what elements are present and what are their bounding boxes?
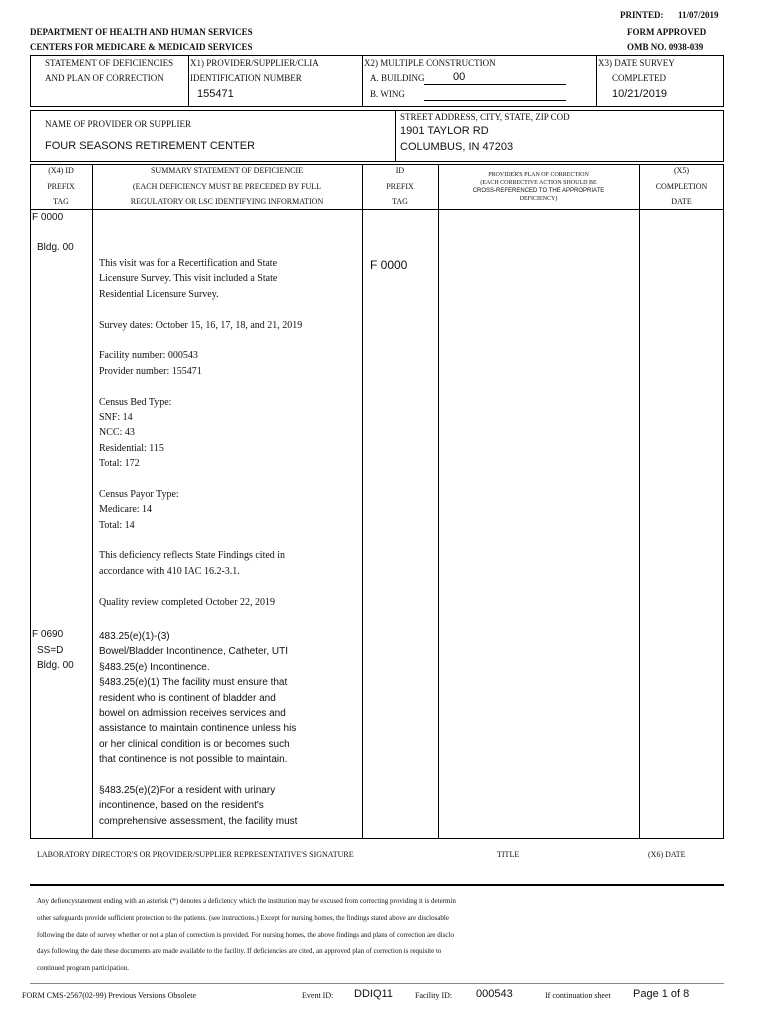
summary-line: Survey dates: October 15, 16, 17, 18, and 21, 2019 [99,319,303,331]
facility-id-value: 000543 [476,988,513,1000]
summary-line [99,471,359,486]
bldg-00-second: Bldg. 00 [37,660,74,671]
col-plan-2: (EACH CORRECTIVE ACTION SHOULD BE [480,180,597,186]
building-label: A. BUILDING [370,73,425,83]
col-id-3: TAG [392,197,408,206]
omb-number: OMB NO. 0938-039 [627,42,704,52]
col-x5-2: COMPLETION [655,182,708,191]
tag-f0690: F 0690 [32,629,64,640]
disclaimer-line: days following the date these documents are made available to the facility. If deficiencies are cited, an approved plan of correction is requisite to [37,947,442,956]
centers-title: CENTERS FOR MEDICARE & MEDICAID SERVICES [30,42,253,52]
x3-label-1: X3) DATE SURVEY [598,58,675,68]
regulation-text-block [99,629,359,829]
regulation-line: Bowel/Bladder Incontinence, Catheter, UTI [99,646,288,658]
provider-box [30,110,724,162]
summary-line: Total: 172 [99,458,140,470]
col-x5-1: (X5) [673,166,690,175]
disclaimer-line: Any defiencystatement ending with an asterisk (*) denotes a deficiency which the institution may be excused from correcting providing it is determin [37,897,456,905]
address-line-2: COLUMBUS, IN 47203 [400,141,514,153]
regulation-line: that continence is not possible to maintain. [99,754,288,766]
summary-line: Quality review completed October 22, 2019 [99,596,276,608]
regulation-line: comprehensive assessment, the facility must [99,815,298,827]
statement-label-2: AND PLAN OF CORRECTION [45,73,164,83]
regulation-line: resident who is continent of bladder and [99,692,276,704]
event-id-value: DDIQ11 [354,988,393,1000]
summary-line: Census Bed Type: [99,396,172,408]
col-id-1: ID [395,166,405,175]
summary-line: Total: 14 [99,519,135,531]
summary-line [99,302,359,317]
summary-line [99,379,359,394]
disclaimer-line: continued program participation. [37,964,129,973]
right-tag-f0000: F 0000 [370,258,408,272]
summary-line [99,533,359,548]
form-number: FORM CMS-2567(02-99) Previous Versions Obsolete [22,991,197,1000]
printed-label: PRINTED: [620,10,664,20]
x1-label-1: X1) PROVIDER/SUPPLIER/CLIA [190,58,319,68]
summary-line: Licensure Survey. This visit included a State [99,273,278,285]
summary-line: Provider number: 155471 [99,365,202,377]
tag-f0000: F 0000 [32,212,64,223]
printed-date: 11/07/2019 [678,10,719,20]
summary-line: This deficiency reflects State Findings cited in [99,550,286,562]
disclaimer-text [37,893,727,977]
summary-line: Residential: 115 [99,442,164,454]
facility-id-label: Facility ID: [415,991,453,1000]
col-x4-3: TAG [53,197,69,206]
regulation-line [99,768,359,783]
provider-name-label: NAME OF PROVIDER OR SUPPLIER [45,119,192,129]
address-label: STREET ADDRESS, CITY, STATE, ZIP COD [400,112,570,122]
signature-title: TITLE [497,850,520,859]
col-id-2: PREFIX [386,182,414,191]
col-x5-3: DATE [671,197,692,206]
regulation-line: incontinence, based on the resident's [99,800,264,812]
col-summary-1: SUMMARY STATEMENT OF DEFICIENCIE [150,166,304,175]
page-number: Page 1 of 8 [633,988,690,1000]
dept-title: DEPARTMENT OF HEALTH AND HUMAN SERVICES [30,27,253,37]
regulation-line: 483.25(e)(1)-(3) [99,631,170,642]
disclaimer-line: following the date of survey whether or not a plan of correction is provided. For nursing homes, the above findings and plans of correction are disclo [37,930,454,939]
signature-date: (X6) DATE [648,850,686,859]
regulation-line: bowel on admission receives services and [99,707,286,719]
survey-date-value: 10/21/2019 [612,88,668,100]
signature-label: LABORATORY DIRECTOR'S OR PROVIDER/SUPPLIER REPRESENTATIVE'S SIGNATURE [37,850,354,859]
col-x4-2: PREFIX [47,182,75,191]
summary-line: NCC: 43 [99,427,135,439]
x2-label: X2) MULTIPLE CONSTRUCTION [364,58,496,68]
regulation-line: §483.25(e)(1) The facility must ensure that [99,677,288,689]
event-id-label: Event ID: [302,991,334,1000]
col-x4-1: (X4) ID [48,166,74,175]
summary-line [99,333,359,348]
bldg-00: Bldg. 00 [37,242,74,253]
regulation-line: or her clinical condition is or becomes such [99,738,290,750]
summary-line: This visit was for a Recertification and State [99,258,278,269]
address-line-1: 1901 TAYLOR RD [400,125,489,137]
summary-line: accordance with 410 IAC 16.2-3.1. [99,565,240,577]
col-summary-2: (EACH DEFICIENCY MUST BE PRECEDED BY FULL [132,182,322,191]
statement-label-1: STATEMENT OF DEFICIENCIES [45,58,174,68]
summary-text-block [99,256,359,610]
summary-line: Residential Licensure Survey. [99,288,219,300]
x1-label-2: IDENTIFICATION NUMBER [190,73,302,83]
wing-label: B. WING [370,89,405,99]
col-plan-1: PROVIDER'S PLAN OF CORRECTION [488,172,589,178]
summary-line: Medicare: 14 [99,504,153,516]
col-summary-3: REGULATORY OR LSC IDENTIFYING INFORMATION [130,197,324,206]
continuation-label: If continuation sheet [545,991,611,1000]
provider-id-value: 155471 [197,88,234,100]
x3-label-2: COMPLETED [612,73,666,83]
regulation-line: assistance to maintain continence unless his [99,723,297,735]
provider-name-value: FOUR SEASONS RETIREMENT CENTER [45,140,256,152]
regulation-line: §483.25(e) Incontinence. [99,661,210,673]
summary-line [99,579,359,594]
col-plan-4: DEFICIENCY) [519,196,558,202]
col-plan-3: CROSS-REFERENCED TO THE APPROPRIATE [472,188,605,194]
building-value: 00 [453,71,466,83]
summary-line: Facility number: 000543 [99,350,198,362]
summary-line: Census Payor Type: [99,488,179,500]
form-approved: FORM APPROVED [627,27,707,37]
regulation-line: §483.25(e)(2)For a resident with urinary [99,784,276,796]
scope-severity: SS=D [37,645,64,656]
disclaimer-line: other safeguards provide sufficient protection to the patients. (see instructions.) Except for nursing homes, the findings stated above are disclosable [37,913,449,922]
summary-line: SNF: 14 [99,411,133,423]
